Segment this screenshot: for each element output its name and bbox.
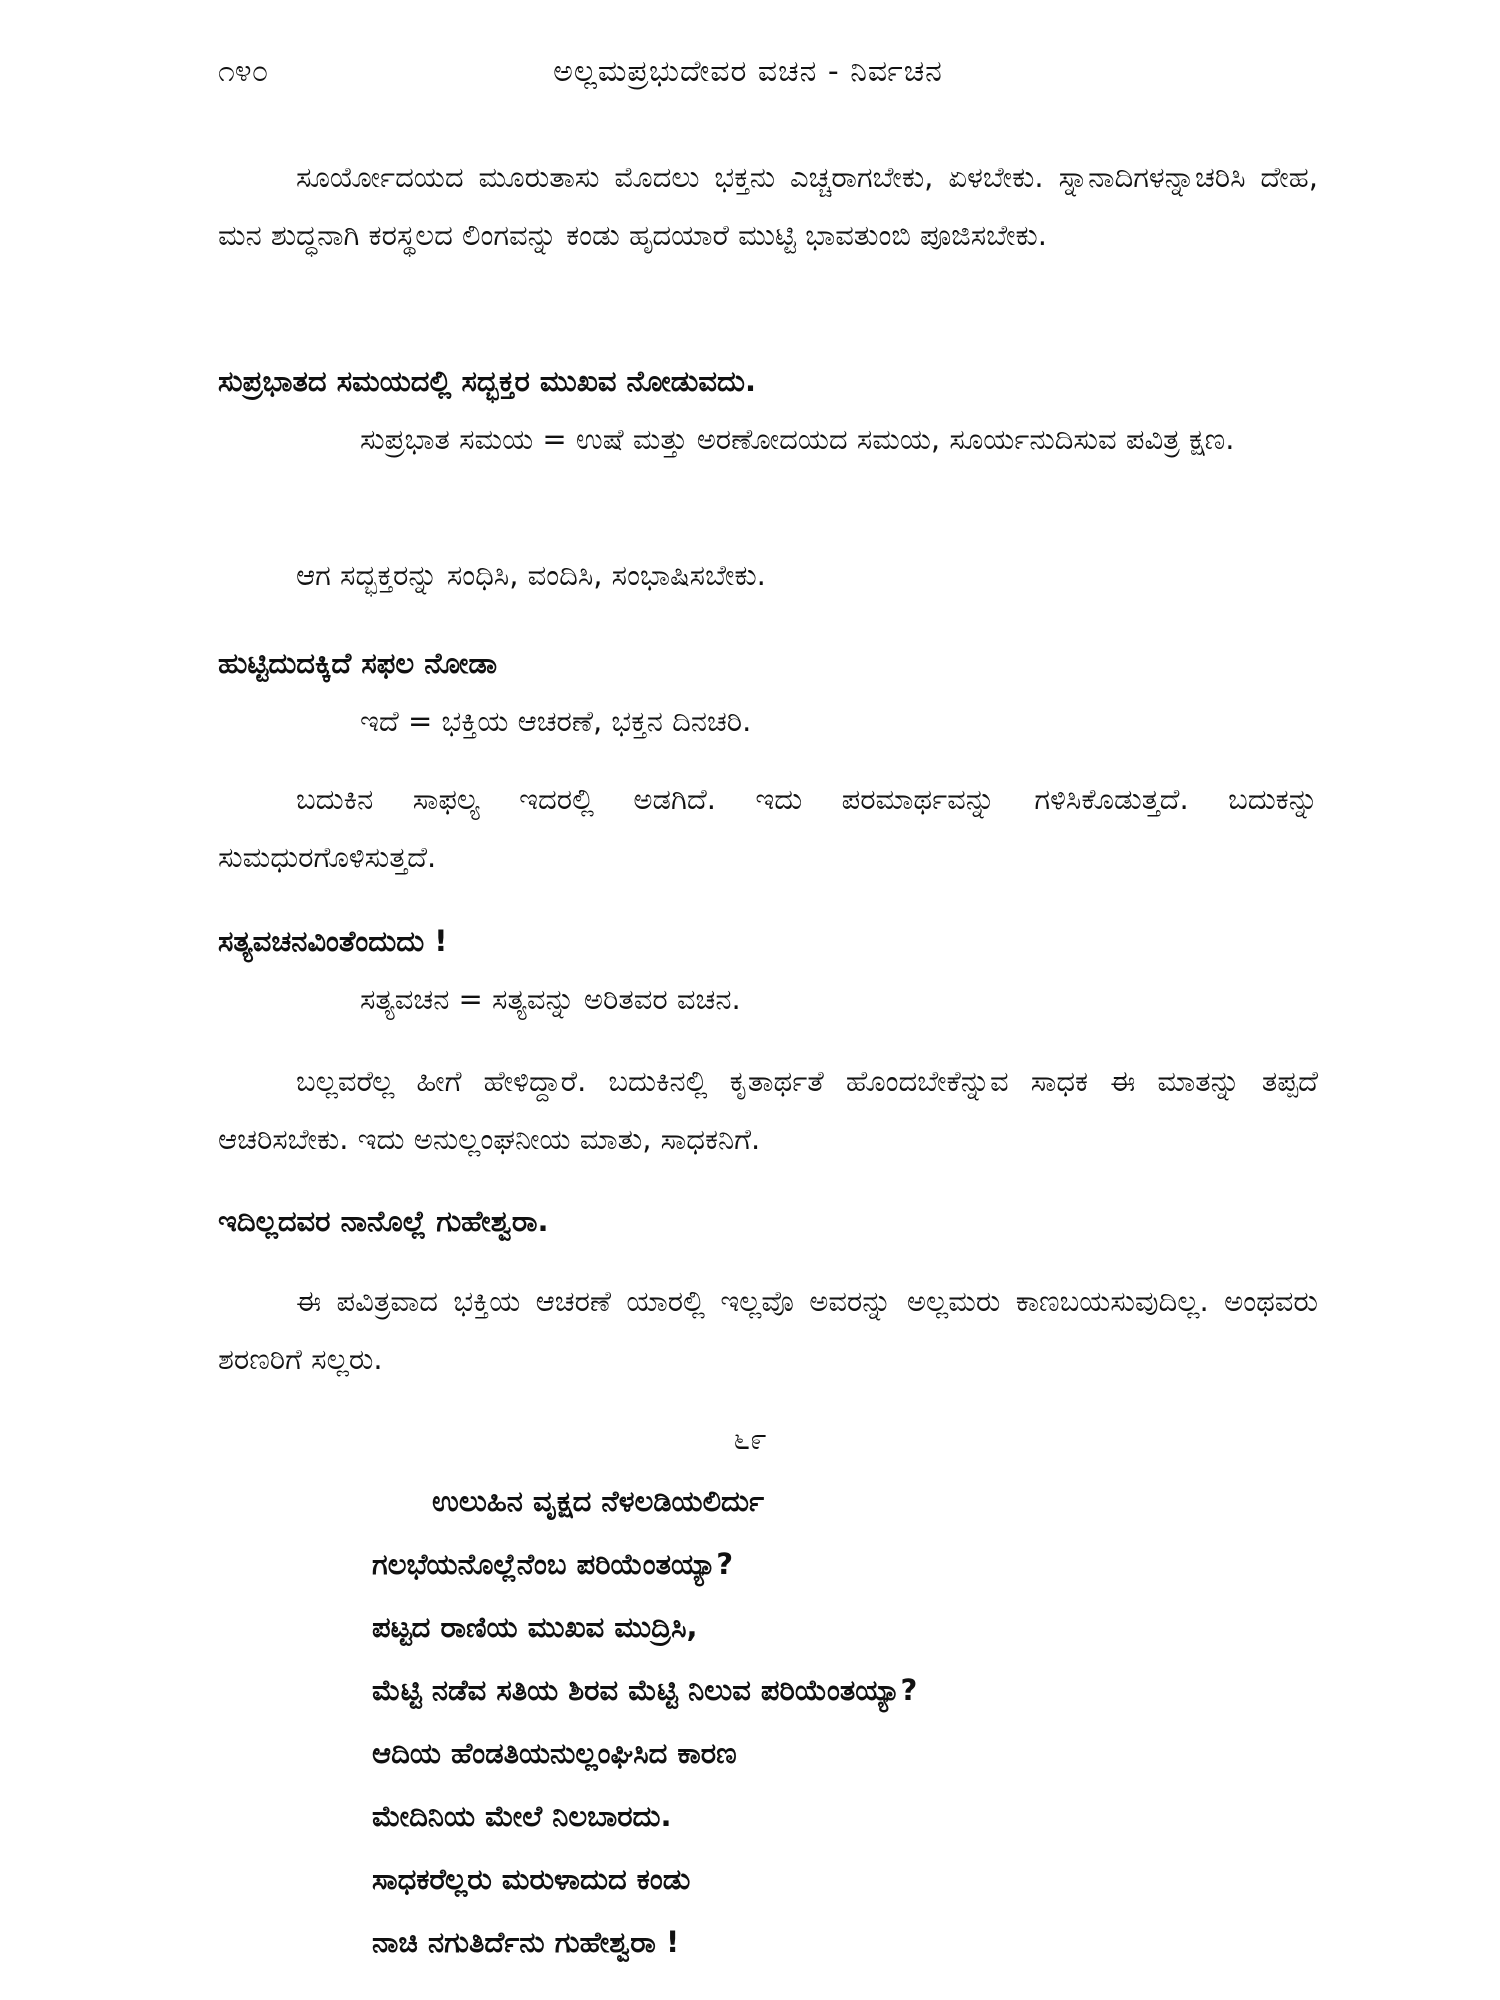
vachana-verse [372, 1470, 1272, 1974]
verse-line: ಪಟ್ಟದ ರಾಣಿಯ ಮುಖವ ಮುದ್ರಿಸಿ, [372, 1610, 698, 1644]
verse-line: ಸಾಧಕರೆಲ್ಲರು ಮರುಳಾದುದ ಕಂಡು [372, 1862, 691, 1896]
paragraph-text: ಬದುಕಿನ ಸಾಫಲ್ಯ ಇದರಲ್ಲಿ ಅಡಗಿದೆ. ಇದು ಪರಮಾರ್ಥವನ್ನು ಗಳಿಸಿಕೊಡುತ್ತದೆ. ಬದುಕನ್ನು ಸುಮಧುರಗೊಳಿಸುತ್ತದೆ. [218, 782, 1318, 874]
paragraph-1 [218, 148, 1318, 264]
verse-line: ಮೆಟ್ಟಿ ನಡೆವ ಸತಿಯ ಶಿರವ ಮೆಟ್ಟಿ ನಿಲುವ ಪರಿಯೆಂತಯ್ಯಾ? [372, 1673, 918, 1707]
paragraph-2 [218, 546, 1318, 604]
verse-line: ಉಲುಹಿನ ವೃಕ್ಷದ ನೆಳಲಡಿಯಲಿರ್ದು [432, 1484, 765, 1518]
paragraph-text: ಬಲ್ಲವರೆಲ್ಲ ಹೀಗೆ ಹೇಳಿದ್ದಾರೆ. ಬದುಕಿನಲ್ಲಿ ಕೃತಾರ್ಥತೆ ಹೊಂದಬೇಕೆನ್ನುವ ಸಾಧಕ ಈ ಮಾತನ್ನು ತಪ್ಪದೆ ಆಚರಿಸಬೇಕು. ಇದು ಅನುಲ್ಲಂಘನೀಯ ಮಾತು, ಸಾಧಕನಿಗೆ. [218, 1064, 1318, 1156]
page-number: ೧೪೦ [218, 54, 269, 89]
paragraph-text: ಆಗ ಸದ್ಭಕ್ತರನ್ನು ಸಂಧಿಸಿ, ವಂದಿಸಿ, ಸಂಭಾಷಿಸಬೇಕು. [296, 558, 766, 592]
paragraph-5 [218, 1272, 1318, 1388]
verse-line: ಆದಿಯ ಹೆಂಡತಿಯನುಲ್ಲಂಘಿಸಿದ ಕಾರಣ [372, 1736, 737, 1770]
vachana-number: ೬೯ [733, 1422, 767, 1457]
paragraph-text: ಸೂರ್ಯೋದಯದ ಮೂರುತಾಸು ಮೊದಲು ಭಕ್ತನು ಎಚ್ಚರಾಗಬೇಕು, ಏಳಬೇಕು. ಸ್ನಾನಾದಿಗಳನ್ನಾಚರಿಸಿ ದೇಹ, ಮನ ಶುದ್ಧನಾಗಿ ಕರಸ್ಥಲದ ಲಿಂಗವನ್ನು ಕಂಡು ಹೃದಯಾರೆ ಮುಟ್ಟಿ ಭಾವತುಂಬಿ ಪೂಜಿಸಬೇಕು. [218, 160, 1318, 252]
section-1 [218, 352, 1318, 468]
verse-line: ನಾಚಿ ನಗುತಿರ್ದೆನು ಗುಹೇಶ್ವರಾ ! [372, 1925, 680, 1959]
verse-line: ಮೇದಿನಿಯ ಮೇಲೆ ನಿಲಬಾರದು. [372, 1799, 672, 1833]
section-3 [218, 912, 1318, 1028]
vachana-line-heading: ಸುಪ್ರಭಾತದ ಸಮಯದಲ್ಲಿ ಸದ್ಭಕ್ತರ ಮುಖವ ನೋಡುವದು. [218, 364, 756, 398]
gloss-note: ಇದೆ = ಭಕ್ತಿಯ ಆಚರಣೆ, ಭಕ್ತನ ದಿನಚರಿ. [360, 704, 752, 738]
page-header [218, 52, 1278, 102]
vachana-line-heading: ಹುಟ್ಟಿದುದಕ್ಕಿದೆ ಸಫಲ ನೋಡಾ [218, 646, 498, 680]
paragraph-3 [218, 770, 1318, 886]
verse-line: ಗಲಭೆಯನೊಲ್ಲೆನೆಂಬ ಪರಿಯೆಂತಯ್ಯಾ? [372, 1547, 734, 1581]
running-title: ಅಲ್ಲಮಪ್ರಭುದೇವರ ವಚನ - ನಿರ್ವಚನ [553, 54, 943, 89]
section-4 [218, 1192, 1318, 1250]
vachana-line-heading: ಸತ್ಯವಚನವಿಂತೆಂದುದು ! [218, 924, 448, 958]
section-2 [218, 634, 1318, 750]
gloss-note: ಸತ್ಯವಚನ = ಸತ್ಯವನ್ನು ಅರಿತವರ ವಚನ. [360, 982, 741, 1016]
vachana-line-heading: ಇದಿಲ್ಲದವರ ನಾನೊಲ್ಲೆ ಗುಹೇಶ್ವರಾ. [218, 1204, 549, 1238]
paragraph-text: ಈ ಪವಿತ್ರವಾದ ಭಕ್ತಿಯ ಆಚರಣೆ ಯಾರಲ್ಲಿ ಇಲ್ಲವೊ ಅವರನ್ನು ಅಲ್ಲಮರು ಕಾಣಬಯಸುವುದಿಲ್ಲ. ಅಂಥವರು ಶರಣರಿಗೆ ಸಲ್ಲರು. [218, 1284, 1318, 1376]
gloss-note: ಸುಪ್ರಭಾತ ಸಮಯ = ಉಷೆ ಮತ್ತು ಅರಣೋದಯದ ಸಮಯ, ಸೂರ್ಯನುದಿಸುವ ಪವಿತ್ರ ಕ್ಷಣ. [360, 422, 1235, 456]
paragraph-4 [218, 1052, 1318, 1168]
